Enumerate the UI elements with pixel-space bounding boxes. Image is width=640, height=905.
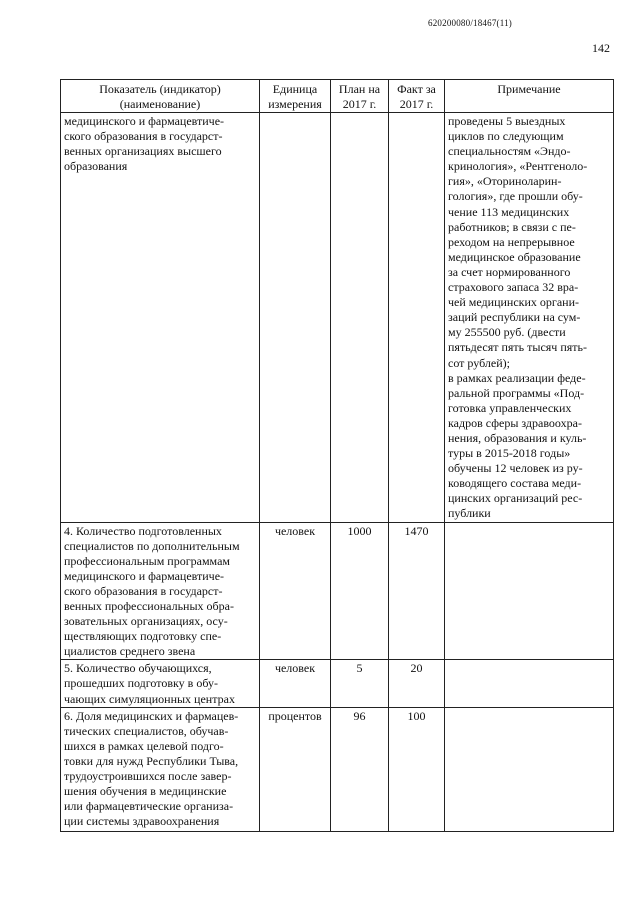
document-id: 620200080/18467(11) bbox=[428, 18, 512, 28]
unit-cell bbox=[260, 113, 331, 523]
note-cell bbox=[445, 707, 614, 831]
indicator-cell: 4. Количество подготовленных специалистов по дополнительным профессиональным программам медицинского и фармацевтиче- ского образования в государст- венных профессиональных обра- зовательных организациях, осу- ществляющих подготовку спе- циалистов среднего звена bbox=[61, 522, 260, 660]
indicator-cell: 6. Доля медицинских и фармацев- тических специалистов, обучав- шихся в рамках целевой подго- товки для нужд Республики Тыва, трудоустроившихся после завер- шения обучения в медицинские или фармацевтические организа- ции системы здравоохранения bbox=[61, 707, 260, 831]
unit-cell: человек bbox=[260, 522, 331, 660]
note-cell bbox=[445, 522, 614, 660]
page-number: 142 bbox=[592, 41, 610, 55]
unit-cell: процентов bbox=[260, 707, 331, 831]
indicator-cell: 5. Количество обучающихся, прошедших подготовку в обу- чающих симуляционных центрах bbox=[61, 660, 260, 707]
unit-cell: человек bbox=[260, 660, 331, 707]
table-row bbox=[61, 707, 614, 831]
table-row bbox=[61, 522, 614, 660]
fact-cell: 20 bbox=[389, 660, 445, 707]
table-row bbox=[61, 660, 614, 707]
header-fact: Факт за 2017 г. bbox=[389, 80, 445, 113]
fact-cell bbox=[389, 113, 445, 523]
plan-cell: 1000 bbox=[331, 522, 389, 660]
plan-cell bbox=[331, 113, 389, 523]
note-cell: проведены 5 выездных циклов по следующим специальностям «Эндо- кринология», «Рентгеноло- гия», «Оториноларин- гология», где прошли обу- чение 113 медицинских работников; в связи с пе- реходом на непрерывное медицинское образование за счет нормированного страхового запаса 32 вра- чей медицинских органи- заций республики на сум- му 255500 руб. (двести пятьдесят пять тысяч пять- сот рублей); в рамках реализации феде- ральной программы «Под- готовка управленческих кадров сферы здравоохра- нения, образования и куль- туры в 2015-2018 годы» обучены 12 человек из ру- ководящего состава меди- цинских организаций рес- публики bbox=[445, 113, 614, 523]
plan-cell: 5 bbox=[331, 660, 389, 707]
header-indicator: Показатель (индикатор) (наименование) bbox=[61, 80, 260, 113]
header-plan: План на 2017 г. bbox=[331, 80, 389, 113]
indicators-table bbox=[60, 79, 614, 832]
table-row bbox=[61, 113, 614, 523]
header-unit: Единица измерения bbox=[260, 80, 331, 113]
plan-cell: 96 bbox=[331, 707, 389, 831]
indicator-cell: медицинского и фармацевтиче- ского образования в государст- венных организациях высшего образования bbox=[61, 113, 260, 523]
header-note: Примечание bbox=[445, 80, 614, 113]
fact-cell: 1470 bbox=[389, 522, 445, 660]
table-header-row bbox=[61, 80, 614, 113]
note-cell bbox=[445, 660, 614, 707]
fact-cell: 100 bbox=[389, 707, 445, 831]
